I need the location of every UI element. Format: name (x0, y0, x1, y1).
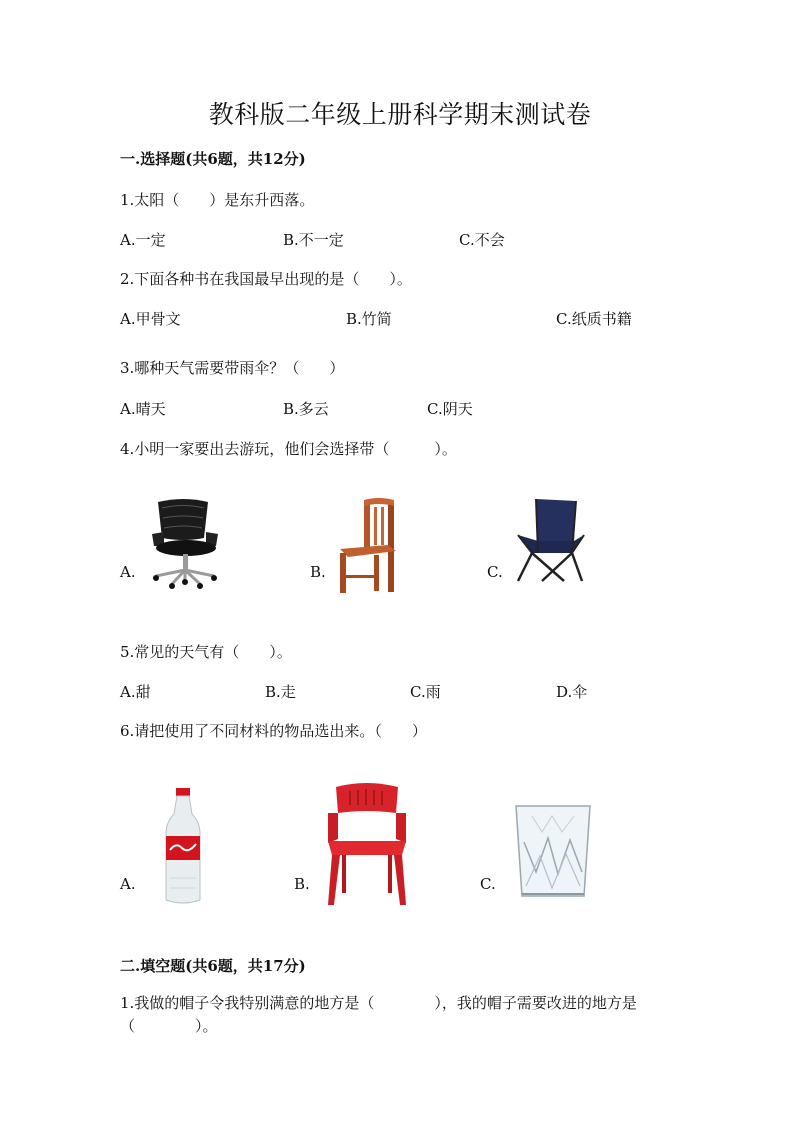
q4-option-c[interactable]: C. (487, 563, 503, 581)
section-heading-fill: 二.填空题(共6题，共17分) (120, 957, 306, 975)
glass-cup-image (512, 802, 594, 900)
question-1: 1.太阳（ ）是东升西落。 (120, 191, 315, 209)
q6-option-a[interactable]: A. (120, 875, 136, 893)
wooden-chair-image (334, 497, 404, 595)
fill-question-1: 1.我做的帽子令我特别满意的地方是（ ），我的帽子需要改进的地方是（ ）。 (120, 994, 637, 1035)
q6-option-c[interactable]: C. (480, 875, 496, 893)
page-title: 教科版二年级上册科学期末测试卷 (208, 100, 592, 129)
q3-option-b[interactable]: B.多云 (283, 400, 329, 418)
q4-option-a[interactable]: A. (120, 563, 136, 581)
q2-option-a[interactable]: A.甲骨文 (120, 310, 181, 328)
folding-camp-chair-image (512, 495, 592, 585)
question-6: 6.请把使用了不同材料的物品选出来。（ ） (120, 722, 427, 740)
q5-option-a[interactable]: A.甜 (120, 683, 151, 701)
q1-option-b[interactable]: B.不一定 (283, 231, 344, 249)
red-plastic-chair-image (322, 783, 412, 907)
q1-option-c[interactable]: C.不会 (459, 231, 505, 249)
q5-option-c[interactable]: C.雨 (410, 683, 441, 701)
office-chair-image (148, 496, 223, 591)
q2-option-b[interactable]: B.竹简 (346, 310, 392, 328)
question-5: 5.常见的天气有（ ）。 (120, 643, 292, 661)
section-heading-choice: 一.选择题(共6题，共12分) (120, 150, 306, 168)
question-4: 4.小明一家要出去游玩，他们会选择带（ ）。 (120, 440, 457, 458)
q3-option-c[interactable]: C.阴天 (427, 400, 473, 418)
q1-option-a[interactable]: A.一定 (120, 231, 166, 249)
q5-option-d[interactable]: D.伞 (556, 683, 588, 701)
q3-option-a[interactable]: A.晴天 (120, 400, 166, 418)
q5-option-b[interactable]: B.走 (265, 683, 296, 701)
q4-option-b[interactable]: B. (310, 563, 326, 581)
question-3: 3.哪种天气需要带雨伞？（ ） (120, 359, 345, 377)
q2-option-c[interactable]: C.纸质书籍 (556, 310, 632, 328)
plastic-cola-bottle-image (158, 788, 208, 906)
q6-option-b[interactable]: B. (294, 875, 310, 893)
question-2: 2.下面各种书在我国最早出现的是（ ）。 (120, 270, 412, 288)
